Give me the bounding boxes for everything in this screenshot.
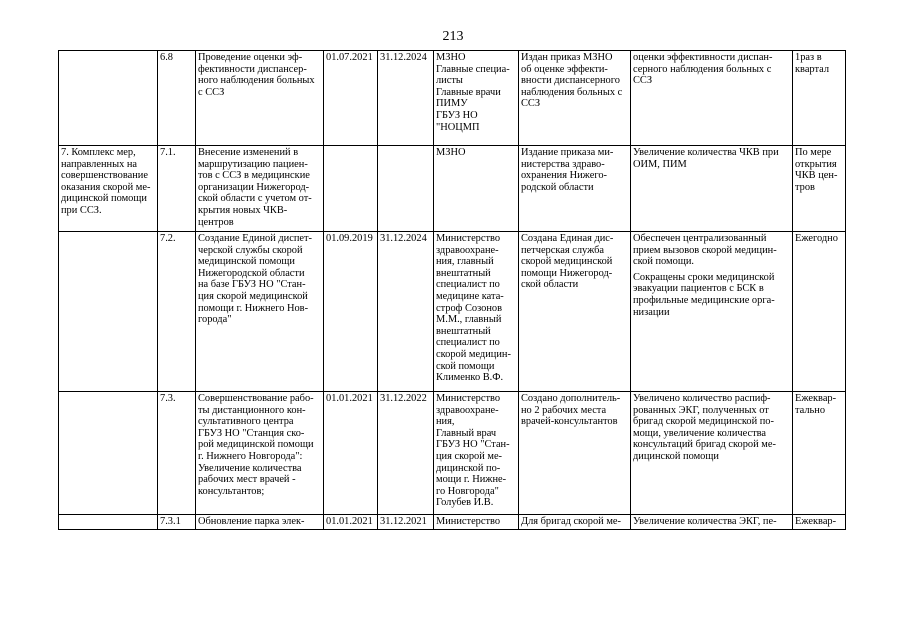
number-cell: 6.8 [158,51,196,146]
start-date-cell: 01.07.2021 [324,51,378,146]
result-cell: Создана Единая дис- петчерская служба скорой медицинской помощи Нижегород- ской области [519,232,631,392]
indicator-cell [631,146,793,232]
table-row [59,515,846,530]
section-cell: 7. Комплекс мер, направленных на совершенствование оказания скорой ме- дицинской помощи при ССЗ. [59,146,158,232]
number-cell: 7.3. [158,392,196,515]
result-cell: Для бригад скорой ме- [519,515,631,530]
indicator-paragraph: Обеспечен централизованный прием вызовов скорой медицин- ской помощи. [633,233,777,268]
result-cell: Издан приказ МЗНО об оценке эффекти- вности диспансерного наблюдения больных с ССЗ [519,51,631,146]
responsible-cell: МЗНО Главные специа- листы Главные врачи ПИМУ ГБУЗ НО "НОЦМП [434,51,519,146]
indicator-cell [631,232,793,392]
plan-table [58,50,846,530]
indicator-paragraph: Увеличено количество распиф- рованных ЭКГ, полученных от бригад скорой медицинской по- мощи, увеличение количества консультаций бригад скорой ме- дицинской помощи [633,393,776,462]
responsible-cell: Министерство здравоохране- ния, главный внештатный специалист по медицине ката- строф Созонов М.М., главный внештатный специалист по скорой медицин- ской помощи Клименко В.Ф. [434,232,519,392]
frequency-cell: 1раз в квартал [793,51,846,146]
end-date-cell: 31.12.2022 [378,392,434,515]
measure-cell: Проведение оценки эф- фективности диспансер- ного наблюдения больных с ССЗ [196,51,324,146]
start-date-cell [324,146,378,232]
result-cell: Издание приказа ми- нистерства здраво- охранения Нижего- родской области [519,146,631,232]
section-cell [59,51,158,146]
end-date-cell: 31.12.2024 [378,51,434,146]
section-cell [59,232,158,392]
section-cell [59,392,158,515]
table-row [59,392,846,515]
number-cell: 7.3.1 [158,515,196,530]
table-row [59,232,846,392]
responsible-cell: Министерство [434,515,519,530]
table-row [59,146,846,232]
frequency-cell: Ежеквар- тально [793,392,846,515]
indicator-cell [631,392,793,515]
section-cell [59,515,158,530]
page-number: 213 [442,29,464,44]
result-cell: Создано дополнитель- но 2 рабочих места врачей-консультантов [519,392,631,515]
start-date-cell: 01.09.2019 [324,232,378,392]
start-date-cell: 01.01.2021 [324,392,378,515]
measure-cell: Внесение изменений в маршрутизацию пациен- тов с ССЗ в медицинские организации Нижегород- ской области с учетом от- крытия новых ЧКВ- центров [196,146,324,232]
indicator-paragraph: Увеличение количества ЧКВ при ОИМ, ПИМ [633,147,779,170]
end-date-cell: 31.12.2024 [378,232,434,392]
frequency-cell: Ежегодно [793,232,846,392]
table-row [59,51,846,146]
indicator-cell [631,515,793,530]
indicator-cell [631,51,793,146]
measure-cell: Создание Единой диспет- черской службы скорой медицинской помощи Нижегородской области на базе ГБУЗ НО "Стан- ция скорой медицинской помощи г. Нижнего Нов- города" [196,232,324,392]
end-date-cell [378,146,434,232]
frequency-cell: Ежеквар- [793,515,846,530]
end-date-cell: 31.12.2021 [378,515,434,530]
number-cell: 7.1. [158,146,196,232]
measure-cell: Обновление парка элек- [196,515,324,530]
indicator-paragraph: оценки эффективности диспан- серного наблюдения больных с ССЗ [633,52,773,87]
indicator-paragraph: Увеличение количества ЭКГ, пе- [633,516,777,527]
indicator-paragraph: Сокращены сроки медицинской эвакуации пациентов с БСК в профильные медицинские орга- низации [633,271,775,318]
start-date-cell: 01.01.2021 [324,515,378,530]
responsible-cell: МЗНО [434,146,519,232]
measure-cell: Совершенствование рабо- ты дистанционного кон- сультативного центра ГБУЗ НО "Станция ско- рой медицинской помощи г. Нижнего Новгорода": Увеличение количества рабочих мест врачей - консультантов; [196,392,324,515]
responsible-cell: Министерство здравоохране- ния, Главный врач ГБУЗ НО "Стан- ция скорой ме- дицинской по- мощи г. Нижне- го Новгорода" Голубев И.В. [434,392,519,515]
frequency-cell: По мере открытия ЧКВ цен- тров [793,146,846,232]
number-cell: 7.2. [158,232,196,392]
